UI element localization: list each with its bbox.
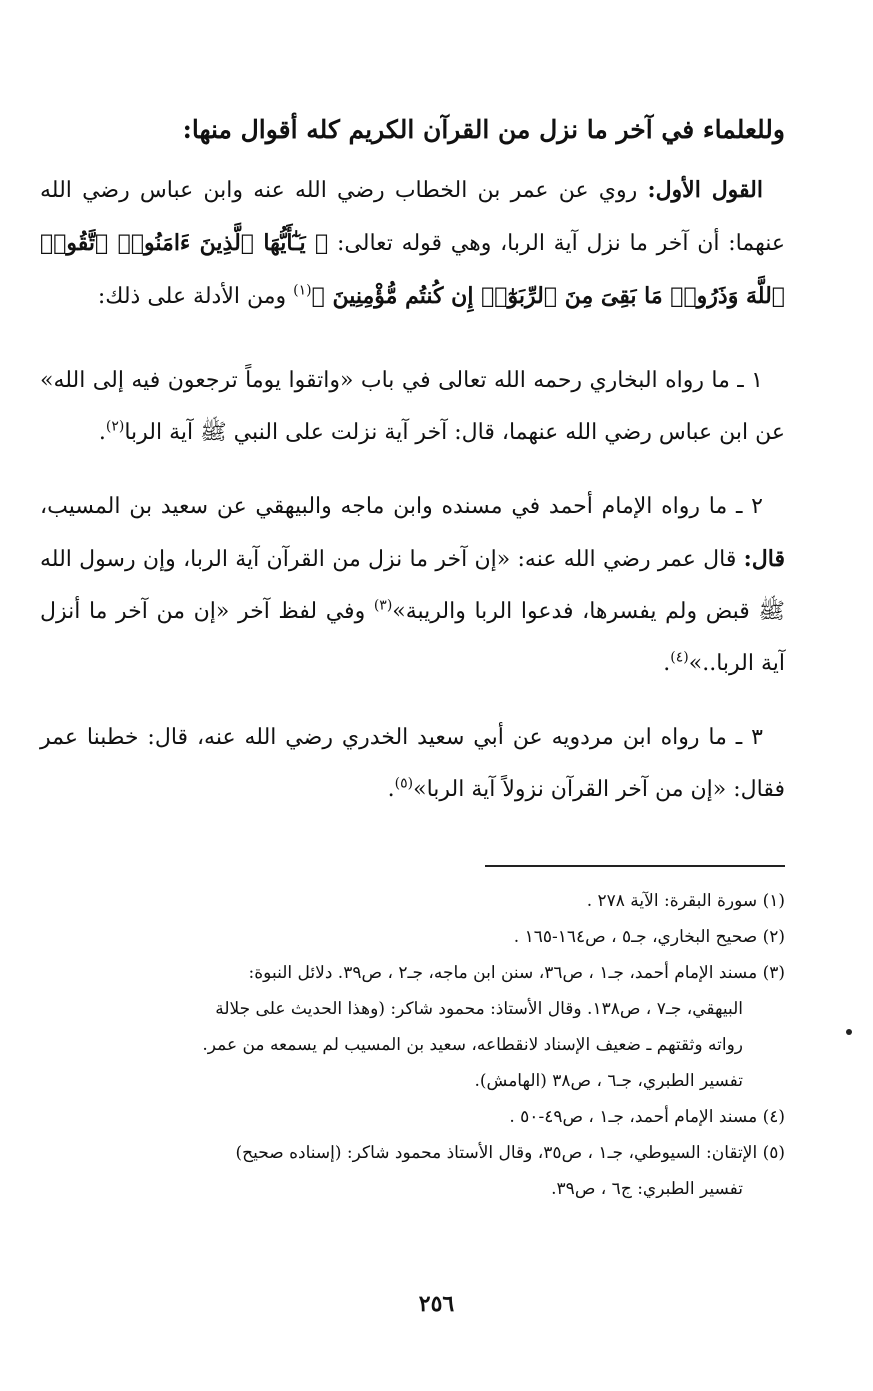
footnote-3-line-4: تفسير الطبري، جـ٦ ، ص٣٨ (الهامش). — [474, 1071, 743, 1091]
section-heading: وللعلماء في آخر ما نزل من القرآن الكريم كله أقوال منها: — [182, 115, 785, 144]
evidence-item-2-quote: قال عمر رضي الله عنه: «إن آخر ما نزل من القرآن آية الربا، وإن رسول الله ﷺ قبض ولم يفسرها، فدعوا الربا والريبة» — [40, 547, 786, 624]
quran-verse: ﴿ يَـٰٓأَيُّهَا ٱلَّذِينَ ءَامَنُوا۟ ٱتَّقُوا۟ ٱللَّهَ وَذَرُوا۟ مَا بَقِىَ مِنَ ٱلرِّبَوٰٓا۟ إِن كُنتُم مُّؤْمِنِينَ ﴾ — [40, 230, 785, 309]
footnote-2: (٢) صحيح البخاري، جـ٥ ، ص١٦٤-١٦٥ . — [513, 927, 785, 947]
evidence-item-1: ١ ـ ما رواه البخاري رحمه الله تعالى في باب «واتقوا يوماً ترجعون فيه إلى الله» عن ابن عباس رضي الله عنهما، قال: آخر آية نزلت على النبي ﷺ آية الربا$^{(٢)}$. — [40, 368, 785, 445]
qawl-awwal-text: روي عن عمر بن الخطاب رضي الله عنه وابن عباس رضي الله عنهما: أن آخر ما نزل آية الربا، وهي قوله تعالى: — [40, 178, 786, 256]
qawl-awwal-continuation: ومن الأدلة على ذلك: — [97, 284, 287, 309]
qawl-awwal-label: القول الأول: — [647, 177, 763, 203]
evidence-item-3: ٣ ـ ما رواه ابن مردويه عن أبي سعيد الخدري رضي الله عنه، قال: خطبنا عمر فقال: «إن من آخر القرآن نزولاً آية الربا»$^{(٥)}$. — [40, 725, 785, 802]
page-body — [40, 108, 785, 816]
footnote-1: (١) سورة البقرة: الآية ٢٧٨ . — [586, 891, 785, 911]
evidence-item-1-text: ١ ـ ما رواه البخاري رحمه الله تعالى في باب «واتقوا يوماً ترجعون فيه إلى الله» عن ابن عباس رضي الله عنهما، قال: آخر آية نزلت على النبي ﷺ آية الربا — [40, 368, 785, 445]
evidence-item-2-text: ٢ ـ ما رواه الإمام أحمد في مسنده وابن ماجه والبيهقي عن سعيد بن المسيب، — [40, 494, 763, 519]
footnote-4: (٤) مسند الإمام أحمد، جـ١ ، ص٤٩-٥٠ . — [509, 1107, 785, 1127]
footnote-ref-3: (٣) — [373, 597, 393, 614]
footnote-divider — [485, 865, 785, 867]
footnote-ref-5: (٥) — [394, 775, 414, 792]
footnote-5: (٥) الإتقان: السيوطي، جـ١ ، ص٣٥، وقال الأستاذ محمود شاكر: (إسناده صحيح) — [235, 1143, 785, 1163]
footnote-3-line-2: البيهقي، جـ٧ ، ص١٣٨. وقال الأستاذ: محمود شاكر: (وهذا الحديث على جلالة — [215, 999, 743, 1019]
footnote-ref-2: (٢) — [105, 418, 125, 435]
footnote-3: (٣) مسند الإمام أحمد، جـ١ ، ص٣٦، سنن ابن ماجه، جـ٢ ، ص٣٩. دلائل النبوة: — [248, 963, 785, 983]
page-number: ٢٥٦ — [418, 1291, 455, 1317]
footnote-3-line-3: رواته وثقتهم ـ ضعيف الإسناد لانقطاعه، سعيد بن المسيب لم يسمعه من عمر. — [202, 1035, 743, 1055]
qawl-awwal-paragraph — [40, 164, 785, 323]
evidence-item-3-text: ٣ ـ ما رواه ابن مردويه عن أبي سعيد الخدري رضي الله عنه، قال: خطبنا عمر فقال: «إن من آخر القرآن نزولاً آية الربا» — [40, 725, 785, 802]
margin-dot — [846, 1029, 852, 1035]
footnotes — [85, 884, 785, 1208]
evidence-item-2-qal: قال: — [743, 546, 785, 572]
evidence-item-2: ٢ ـ ما رواه الإمام أحمد في مسنده وابن ماجه والبيهقي عن سعيد بن المسيب، قال: قال عمر رضي الله عنه: «إن آخر ما نزل من القرآن آية الربا، وإن رسول الله ﷺ قبض ولم يفسرها، فدعوا الربا والريبة»$^{(٣)}$ وفي لفظ آخر «إن من آخر ما أنزل آية الربا..»$^{(٤)}$. — [40, 494, 786, 676]
footnote-ref-1: (١) — [293, 282, 312, 299]
footnote-5-line-2: تفسير الطبري: ج٦ ، ص٣٩. — [551, 1179, 743, 1199]
footnote-ref-4: (٤) — [670, 649, 689, 666]
evidence-item-2-alt: وفي لفظ آخر «إن من آخر ما أنزل آية الربا..» — [40, 599, 785, 676]
